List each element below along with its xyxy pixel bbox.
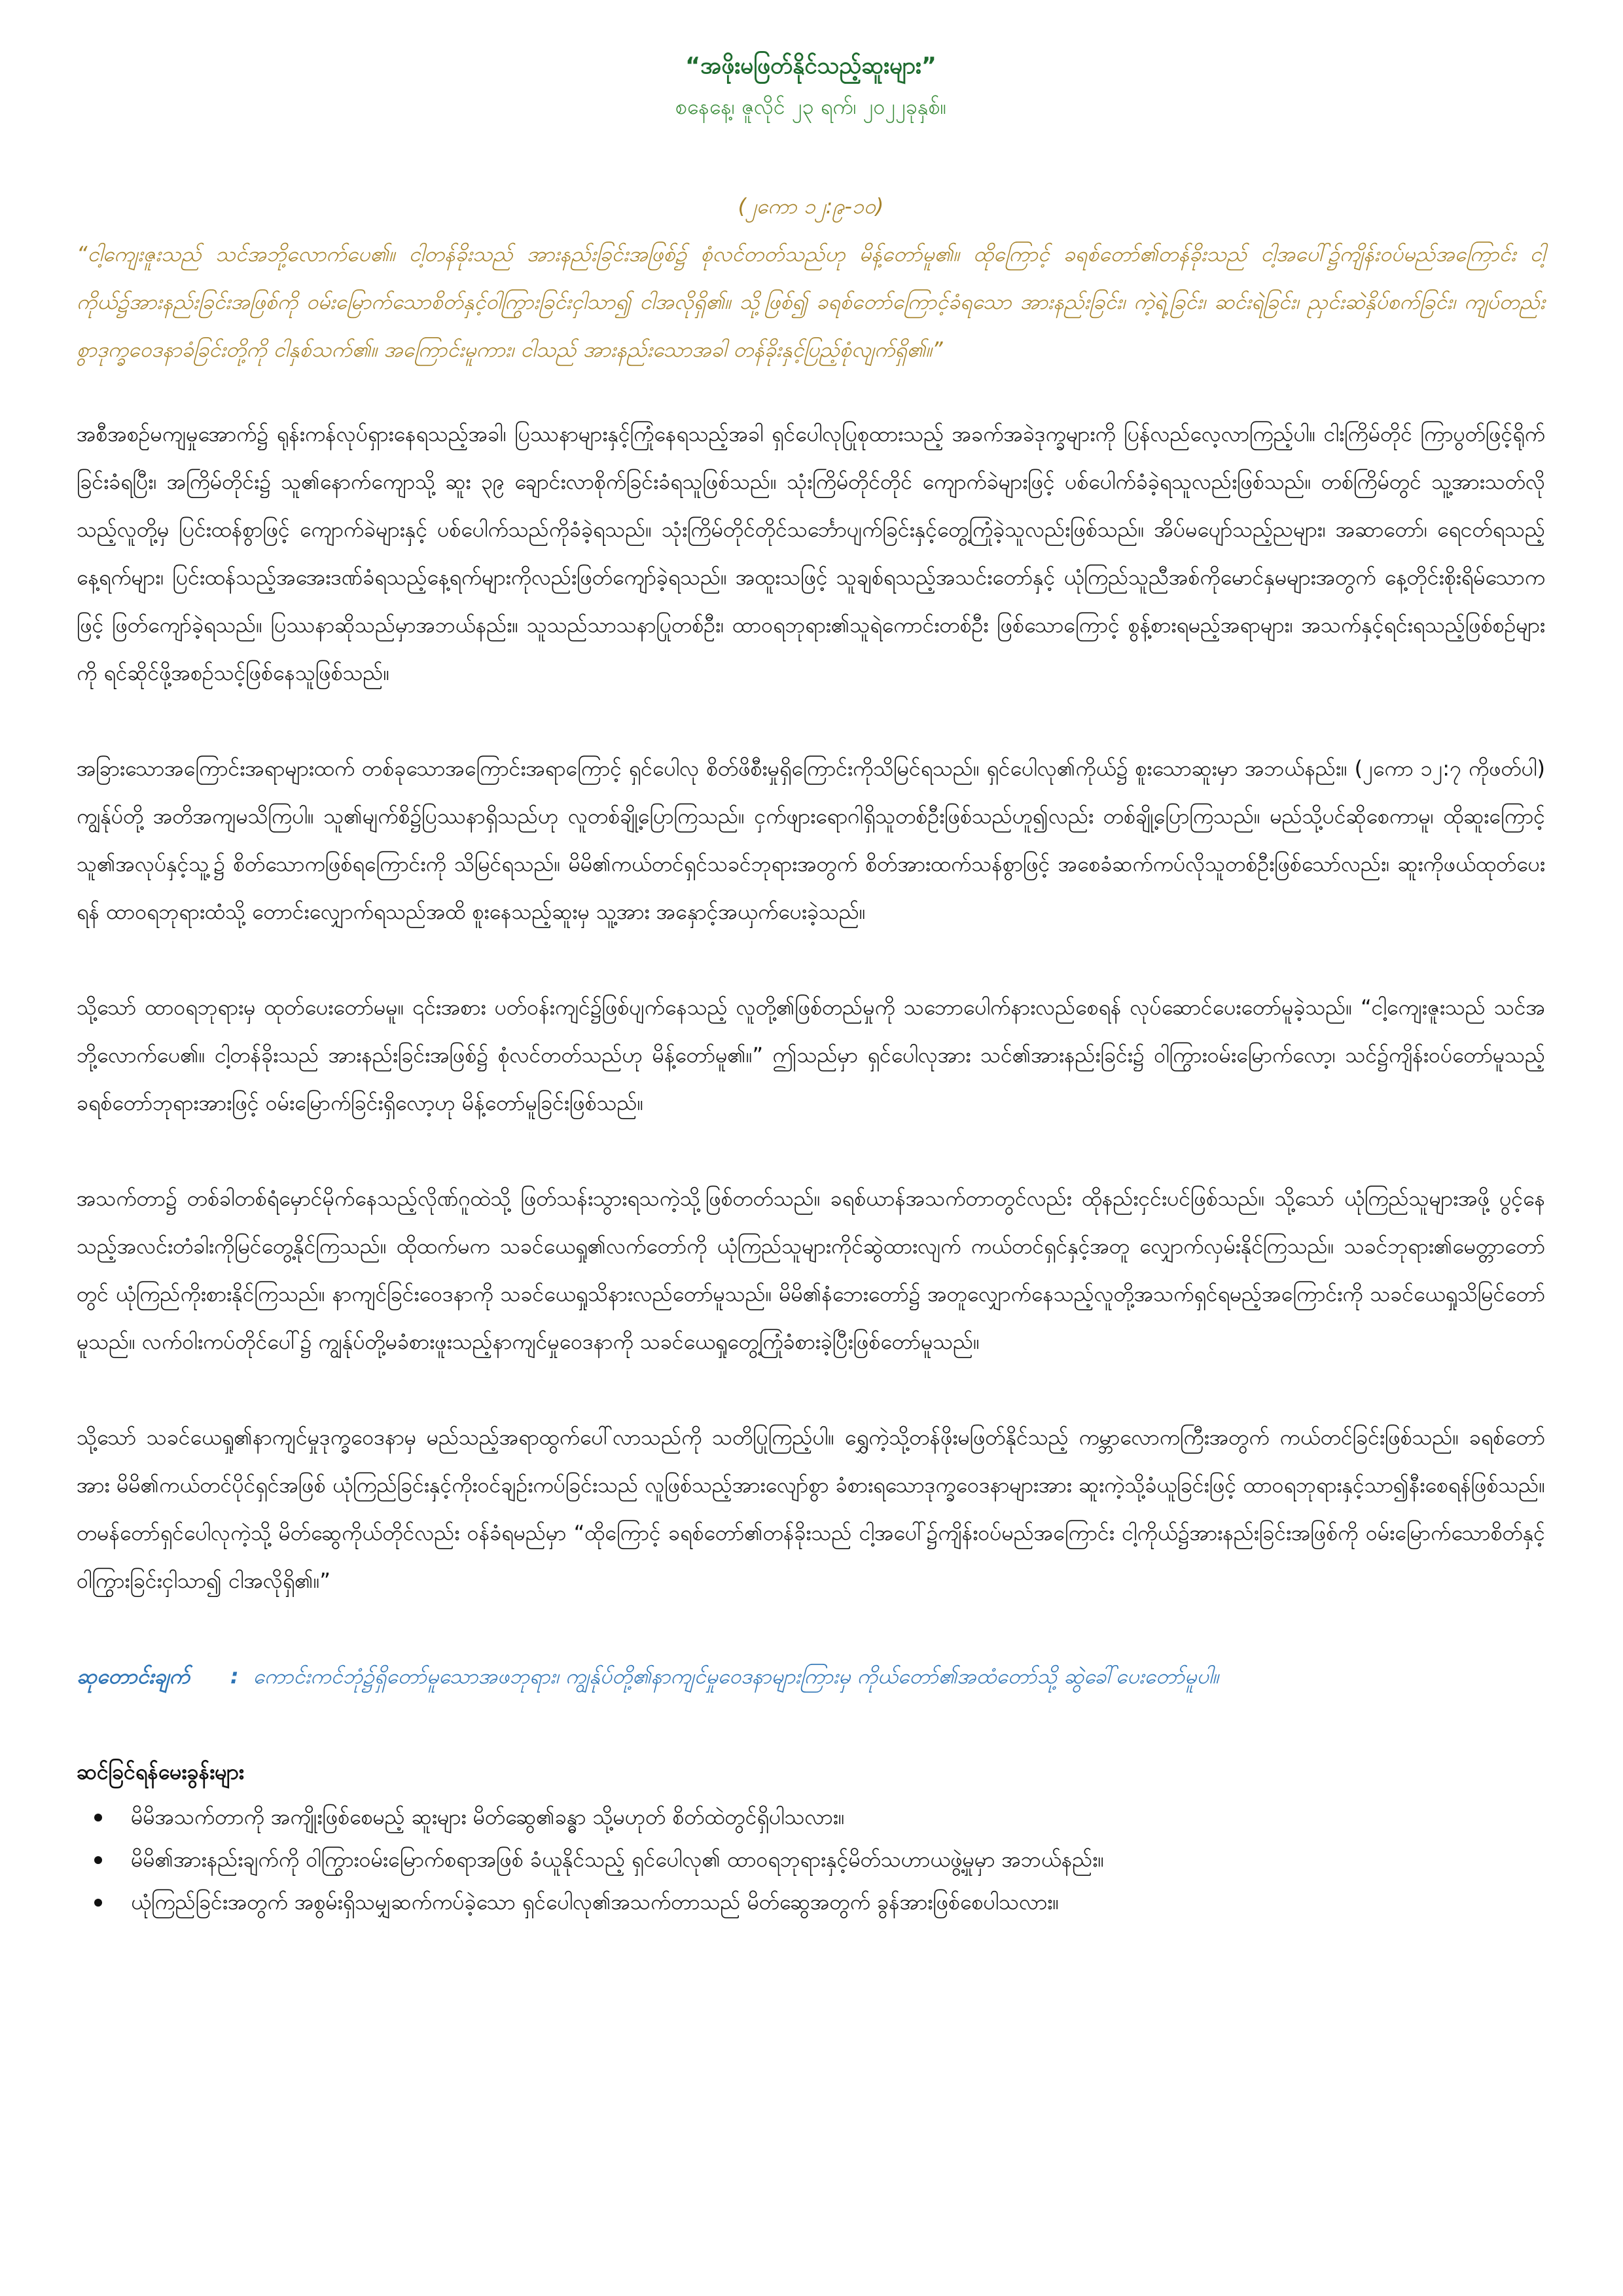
questions-heading: ဆင်ခြင်ရန်မေးခွန်းများ <box>77 1759 244 1784</box>
body-paragraph-3: သို့သော် ထာဝရဘုရားမှ ထုတ်ပေးတော်မမူ။ ၎င်းအစား ပတ်ဝန်းကျင်၌ဖြစ်ပျက်နေသည့် လူတို့၏ဖြစ်တည်မှုကို သဘောပေါက်နားလည်စေရန် လုပ်ဆောင်ပေးတော်မူခဲ့သည်။ “ငါ့ကျေးဇူးသည် သင်အဘို့လောက်ပေ၏။ ငါ့တန်ခိုးသည် အားနည်းခြင်းအဖြစ်၌ စုံလင်တတ်သည်ဟု မိန့်တော်မူ၏။” ဤသည်မှာ ရှင်ပေါလုအား သင်၏အားနည်းခြင်း၌ ဝါကြွားဝမ်းမြောက်လော့၊ သင်၌ကျိန်းဝပ်တော်မူသည့်ခရစ်တော်ဘုရားအားဖြင့် ဝမ်းမြောက်ခြင်းရှိလော့ဟု မိန့်တော်မူခြင်းဖြစ်သည်။ <box>77 995 1545 1115</box>
scripture-reference: (၂ကော ၁၂:၉-၁၀) <box>738 194 884 219</box>
scripture-text: “ငါ့ကျေးဇူးသည် သင်အဘို့လောက်ပေ၏။ ငါ့တန်ခိုးသည် အားနည်းခြင်းအဖြစ်၌ စုံလင်တတ်သည်ဟု မိန့်တော်မူ၏။ ထိုကြောင့် ခရစ်တော်၏တန်ခိုးသည် ငါ့အပေါ်၌ကျိန်းဝပ်မည်အကြောင်း ငါ့ကိုယ်၌အားနည်းခြင်းအဖြစ်ကို ဝမ်းမြောက်သောစိတ်နှင့်ဝါကြွားခြင်းငှါသာ၍ ငါအလိုရှိ၏။ သို့ဖြစ်၍ ခရစ်တော်ကြောင့်ခံရသော အားနည်းခြင်း၊ ကဲ့ရဲ့ခြင်း၊ ဆင်းရဲခြင်း၊ ညှင်းဆဲနှိပ်စက်ခြင်း၊ ကျပ်တည်းစွာဒုက္ခဝေဒနာခံခြင်းတို့ကို ငါနှစ်သက်၏။ အကြောင်းမူကား၊ ငါသည် အားနည်းသောအခါ တန်ခိုးနှင့်ပြည့်စုံလျက်ရှိ၏။” <box>77 242 1545 362</box>
document-date: စနေနေ့၊ ဇူလိုင် ၂၃ ရက်၊ ၂၀၂၂ခုနှစ်။ <box>675 94 947 119</box>
document-title: “အဖိုးမဖြတ်နိုင်သည့်ဆူးများ” <box>685 53 936 79</box>
question-text: မိမိ၏အားနည်းချက်ကို ဝါကြွားဝမ်းမြောက်စရာအဖြစ် ခံယူနိုင်သည့် ရှင်ပေါလု၏ ထာဝရဘုရားနှင့်မိတ်သဟာယဖွဲ့မှုမှာ အဘယ်နည်း။ <box>131 1847 1105 1872</box>
question-text: မိမိအသက်တာကို အကျိုးဖြစ်စေမည့် ဆူးများ မိတ်ဆွေ၏ခန္ဓာ သို့မဟုတ် စိတ်ထဲတွင်ရှိပါသလား။ <box>131 1804 845 1829</box>
prayer-text: ကောင်းကင်ဘုံ၌ရှိတော်မူသောအဖဘုရား၊ ကျွန်ုပ်တို့၏နာကျင်မှုဝေဒနာများကြားမှ ကိုယ်တော်၏အထံတော်သို့ ဆွဲခေါ်ပေးတော်မူပါ။ <box>253 1664 1219 1689</box>
bullet-icon <box>94 1856 102 1864</box>
body-paragraph-4: အသက်တာ၌ တစ်ခါတစ်ရံမှောင်မိုက်နေသည့်လိုဏ်ဂူထဲသို့ ဖြတ်သန်းသွားရသကဲ့သို့ဖြစ်တတ်သည်။ ခရစ်ယာန်အသက်တာတွင်လည်း ထိုနည်းငှင်းပင်ဖြစ်သည်။ သို့သော် ယုံကြည်သူများအဖို့ ပွင့်နေသည့်အလင်းတံခါးကိုမြင်တွေ့နိုင်ကြသည်။ ထိုထက်မက သခင်ယေရှု၏လက်တော်ကို ယုံကြည်သူများကိုင်ဆွဲထားလျက် ကယ်တင်ရှင်နှင့်အတူ လျှောက်လှမ်းနိုင်ကြသည်။ သခင်ဘုရား၏မေတ္တာတော်တွင် ယုံကြည်ကိုးစားနိုင်ကြသည်။ နာကျင်ခြင်းဝေဒနာကို သခင်ယေရှုသိနားလည်တော်မူသည်။ မိမိ၏နံဘေးတော်၌ အတူလျှောက်နေသည့်လူတို့အသက်ရှင်ရမည့်အကြောင်းကို သခင်ယေရှုသိမြင်တော်မူသည်။ လက်ဝါးကပ်တိုင်ပေါ်၌ ကျွန်ုပ်တို့မခံစားဖူးသည့်နာကျင်မှုဝေဒနာကို သခင်ယေရှုတွေ့ကြုံခံစားခဲ့ပြီးဖြစ်တော်မူသည်။ <box>77 1186 1546 1354</box>
prayer-label: ဆုတောင်းချက် <box>77 1664 190 1689</box>
body-paragraph-2: အခြားသောအကြောင်းအရာများထက် တစ်ခုသောအကြောင်းအရာကြောင့် ရှင်ပေါလု စိတ်ဖိစီးမှုရှိကြောင်းကိုသိမြင်ရသည်။ ရှင်ပေါလု၏ကိုယ်၌ စူးသောဆူးမှာ အဘယ်နည်း။ (၂ကော ၁၂:၇ ကိုဖတ်ပါ) ကျွန်ုပ်တို့ အတိအကျမသိကြပါ။ သူ၏မျက်စိ၌ပြဿနာရှိသည်ဟု လူတစ်ချို့ပြောကြသည်။ ငှက်ဖျားရောဂါရှိသူတစ်ဦးဖြစ်သည်ဟူ၍လည်း တစ်ချို့ပြောကြသည်။ မည်သို့ပင်ဆိုစေကာမူ၊ ထိုဆူးကြောင့် သူ၏အလုပ်နှင့်သူ့၌ စိတ်သောကဖြစ်ရကြောင်းကို သိမြင်ရသည်။ မိမိ၏ကယ်တင်ရှင်သခင်ဘုရားအတွက် စိတ်အားထက်သန်စွာဖြင့် အစေခံဆက်ကပ်လိုသူတစ်ဦးဖြစ်သော်လည်း၊ ဆူးကိုဖယ်ထုတ်ပေးရန် ထာဝရဘုရားထံသို့ တောင်းလျှောက်ရသည်အထိ စူးနေသည့်ဆူးမှ သူ့အား အနှောင့်အယှက်ပေးခဲ့သည်။ <box>77 756 1545 924</box>
bullet-icon <box>94 1814 102 1821</box>
prayer-separator: : <box>230 1664 239 1689</box>
body-paragraph-5: သို့သော် သခင်ယေရှု၏နာကျင်မှုဒုက္ခဝေဒနာမှ မည်သည့်အရာထွက်ပေါ်လာသည်ကို သတိပြုကြည့်ပါ။ ရွှေကဲ့သို့တန်ဖိုးမဖြတ်နိုင်သည့် ကမ္ဘာလောကကြီးအတွက် ကယ်တင်ခြင်းဖြစ်သည်။ ခရစ်တော်အား မိမိ၏ကယ်တင်ပိုင်ရှင်အဖြစ် ယုံကြည်ခြင်းနှင့်ကိုးဝင်ချဉ်းကပ်ခြင်းသည် လူဖြစ်သည့်အားလျော်စွာ ခံစားရသောဒုက္ခဝေဒနာများအား ဆူးကဲ့သို့ခံယူခြင်းဖြင့် ထာဝရဘုရားနှင့်သာ၍နီးစေရန်ဖြစ်သည်။ တမန်တော်ရှင်ပေါလုကဲ့သို့ မိတ်ဆွေကိုယ်တိုင်လည်း ဝန်ခံရမည်မှာ “ထိုကြောင့် ခရစ်တော်၏တန်ခိုးသည် ငါ့အပေါ်၌ကျိန်းဝပ်မည်အကြောင်း ငါ့ကိုယ်၌အားနည်းခြင်းအဖြစ်ကို ဝမ်းမြောက်သောစိတ်နှင့် ဝါကြွားခြင်းငှါသာ၍ ငါအလိုရှိ၏။” <box>77 1425 1545 1593</box>
question-item <box>77 1839 1545 1881</box>
body-paragraph-1: အစီအစဉ်မကျမှုအောက်၌ ရုန်းကန်လုပ်ရှားနေရသည့်အခါ၊ ပြဿနာများနှင့်ကြုံနေရသည့်အခါ ရှင်ပေါလုပြုစုထားသည့် အခက်အခဲဒုက္ခများကို ပြန်လည်လေ့လာကြည့်ပါ။ ငါးကြိမ်တိုင် ကြာပွတ်ဖြင့်ရိုက်ခြင်းခံရပြီး၊ အကြိမ်တိုင်း၌ သူ၏နောက်ကျောသို့ ဆူး ၃၉ ချောင်းလာစိုက်ခြင်းခံရသူဖြစ်သည်။ သုံးကြိမ်တိုင်တိုင် ကျောက်ခဲများဖြင့် ပစ်ပေါက်ခံခဲ့ရသူလည်းဖြစ်သည်။ တစ်ကြိမ်တွင် သူ့အားသတ်လိုသည့်လူတို့မှ ပြင်းထန်စွာဖြင့် ကျောက်ခဲများနှင့် ပစ်ပေါက်သည်ကိုခံခဲ့ရသည်။ သုံးကြိမ်တိုင်တိုင်သင်္ဘောပျက်ခြင်းနှင့်တွေ့ကြုံခဲ့သူလည်းဖြစ်သည်။ အိပ်မပျော်သည့်ညများ၊ အဆာတော်၊ ရေငတ်ရသည့် နေ့ရက်များ၊ ပြင်းထန်သည့်အအေးဒဏ်ခံရသည့်နေ့ရက်များကိုလည်းဖြတ်ကျော်ခဲ့ရသည်။ အထူးသဖြင့် သူချစ်ရသည့်အသင်းတော်နှင့် ယုံကြည်သူညီအစ်ကိုမောင်နှမများအတွက် နေ့တိုင်းစိုးရိမ်သောကဖြင့် ဖြတ်ကျော်ခဲ့ရသည်။ ပြဿနာဆိုသည်မှာအဘယ်နည်း။ သူသည်သာသနာပြုတစ်ဦး၊ ထာဝရဘုရား၏သူရဲကောင်းတစ်ဦး ဖြစ်သောကြောင့် စွန့်စားရမည့်အရာများ၊ အသက်နှင့်ရင်းရသည့်ဖြစ်စဉ်များကို ရင်ဆိုင်ဖို့အစဉ်သင့်ဖြစ်နေသူဖြစ်သည်။ <box>77 422 1546 685</box>
question-item <box>77 1796 1545 1839</box>
questions-list <box>77 1796 1545 1924</box>
prayer <box>77 1653 1545 1700</box>
bullet-icon <box>94 1899 102 1907</box>
question-item <box>77 1881 1545 1924</box>
question-text: ယုံကြည်ခြင်းအတွက် အစွမ်းရှိသမျှဆက်ကပ်ခဲ့သော ရှင်ပေါလု၏အသက်တာသည် မိတ်ဆွေအတွက် ခွန်အားဖြစ်စေပါသလား။ <box>131 1890 1060 1914</box>
